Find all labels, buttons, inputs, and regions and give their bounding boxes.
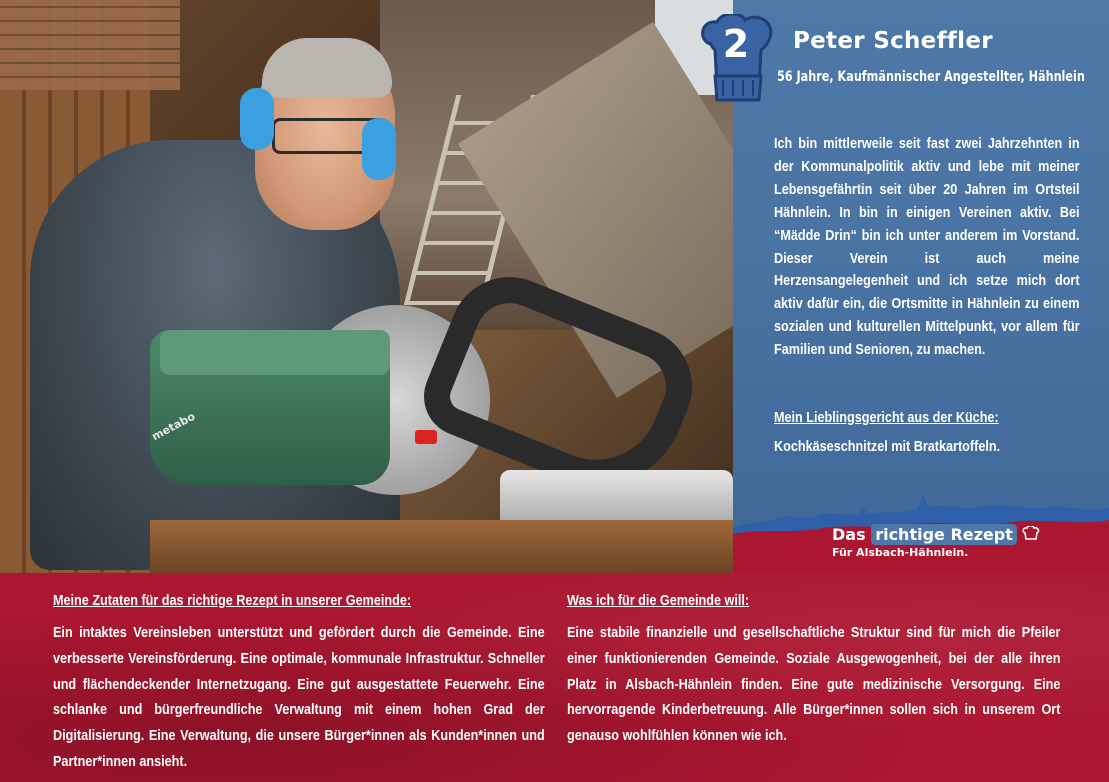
- candidate-subtitle: 56 Jahre, Kaufmännischer Angestellter, Hähnlein: [777, 69, 1085, 85]
- saw-top: [160, 330, 390, 375]
- person-hair-top: [262, 38, 392, 98]
- goals-heading: Was ich für die Gemeinde will:: [567, 593, 750, 609]
- ingredients-text: Ein intaktes Vereinsleben unterstützt und gefördert durch die Gemeinde. Eine verbesserte Vereinsförderung. Eine optimale, kommunale Infrastruktur. Schneller und flächendeckender Internetzugang. Eine gut ausgestattete Feuerwehr. Eine schlanke und bürgerfreundliche Verwaltung mit einem hohen Grad der Digitalisierung. Eine Verwaltung, die unsere Bürger*innen als Kunden*innen und Partner*innen ansieht.: [53, 625, 545, 770]
- candidate-bio: Ich bin mittlerweile seit fast zwei Jahrzehnten in der Kommunalpolitik aktiv und lebe mit meiner Lebensgefährtin seit über 20 Jahren im Ortsteil Hähnlein. In bin in einigen Vereinen aktiv. Bei “Mädde Drin“ bin ich unter anderem im Vorstand. Dieser Verein ist auch meine Herzensangelegenheit und ich setze mich dort aktiv dafür ein, die Ortsmitte in Hähnlein zu einem sozialen und kulturellen Mittelpunkt, vor allem für Familien und Senioren, zu machen.: [774, 136, 1080, 359]
- brick-wall: [0, 0, 180, 90]
- logo-title: [832, 525, 1040, 544]
- logo-tagline: Für Alsbach-Hähnlein.: [832, 546, 969, 559]
- saw-brand-label: metabo: [149, 409, 198, 444]
- logo-word: Das: [832, 525, 866, 544]
- favorite-dish-heading: Mein Lieblingsgericht aus der Küche:: [774, 410, 999, 426]
- ingredients-section: [53, 593, 613, 776]
- wooden-plank: [150, 520, 733, 573]
- portrait-photo: [0, 0, 733, 573]
- logo-highlight: richtige Rezept: [871, 524, 1017, 545]
- goals-text: Eine stabile finanzielle und gesellschaftliche Struktur sind für mich die Pfeiler einer funktionierenden Gemeinde. Soziale Ausgewogenheit, bei der alle ihren Platz in Alsbach-Hähnlein finden. Eine gute medizinische Versorgung. Eine hervorragende Kinderbetreuung. Alle Bürger*innen sollen sich in unserem Ort genauso wohlfühlen können wie ich.: [567, 625, 1061, 745]
- campaign-logo: [832, 525, 1040, 559]
- ear-protector-left: [240, 88, 274, 150]
- candidate-number: 2: [722, 22, 750, 66]
- ear-protector-right: [362, 118, 396, 180]
- chef-hat-small-icon: [1022, 526, 1040, 542]
- goals-section: [567, 593, 1109, 750]
- candidate-name: Peter Scheffler: [793, 28, 993, 54]
- ingredients-heading: Meine Zutaten für das richtige Rezept in unserer Gemeinde:: [53, 593, 412, 609]
- saw-red-button: [415, 430, 437, 444]
- favorite-dish: Kochkäseschnitzel mit Bratkartoffeln.: [774, 439, 1001, 455]
